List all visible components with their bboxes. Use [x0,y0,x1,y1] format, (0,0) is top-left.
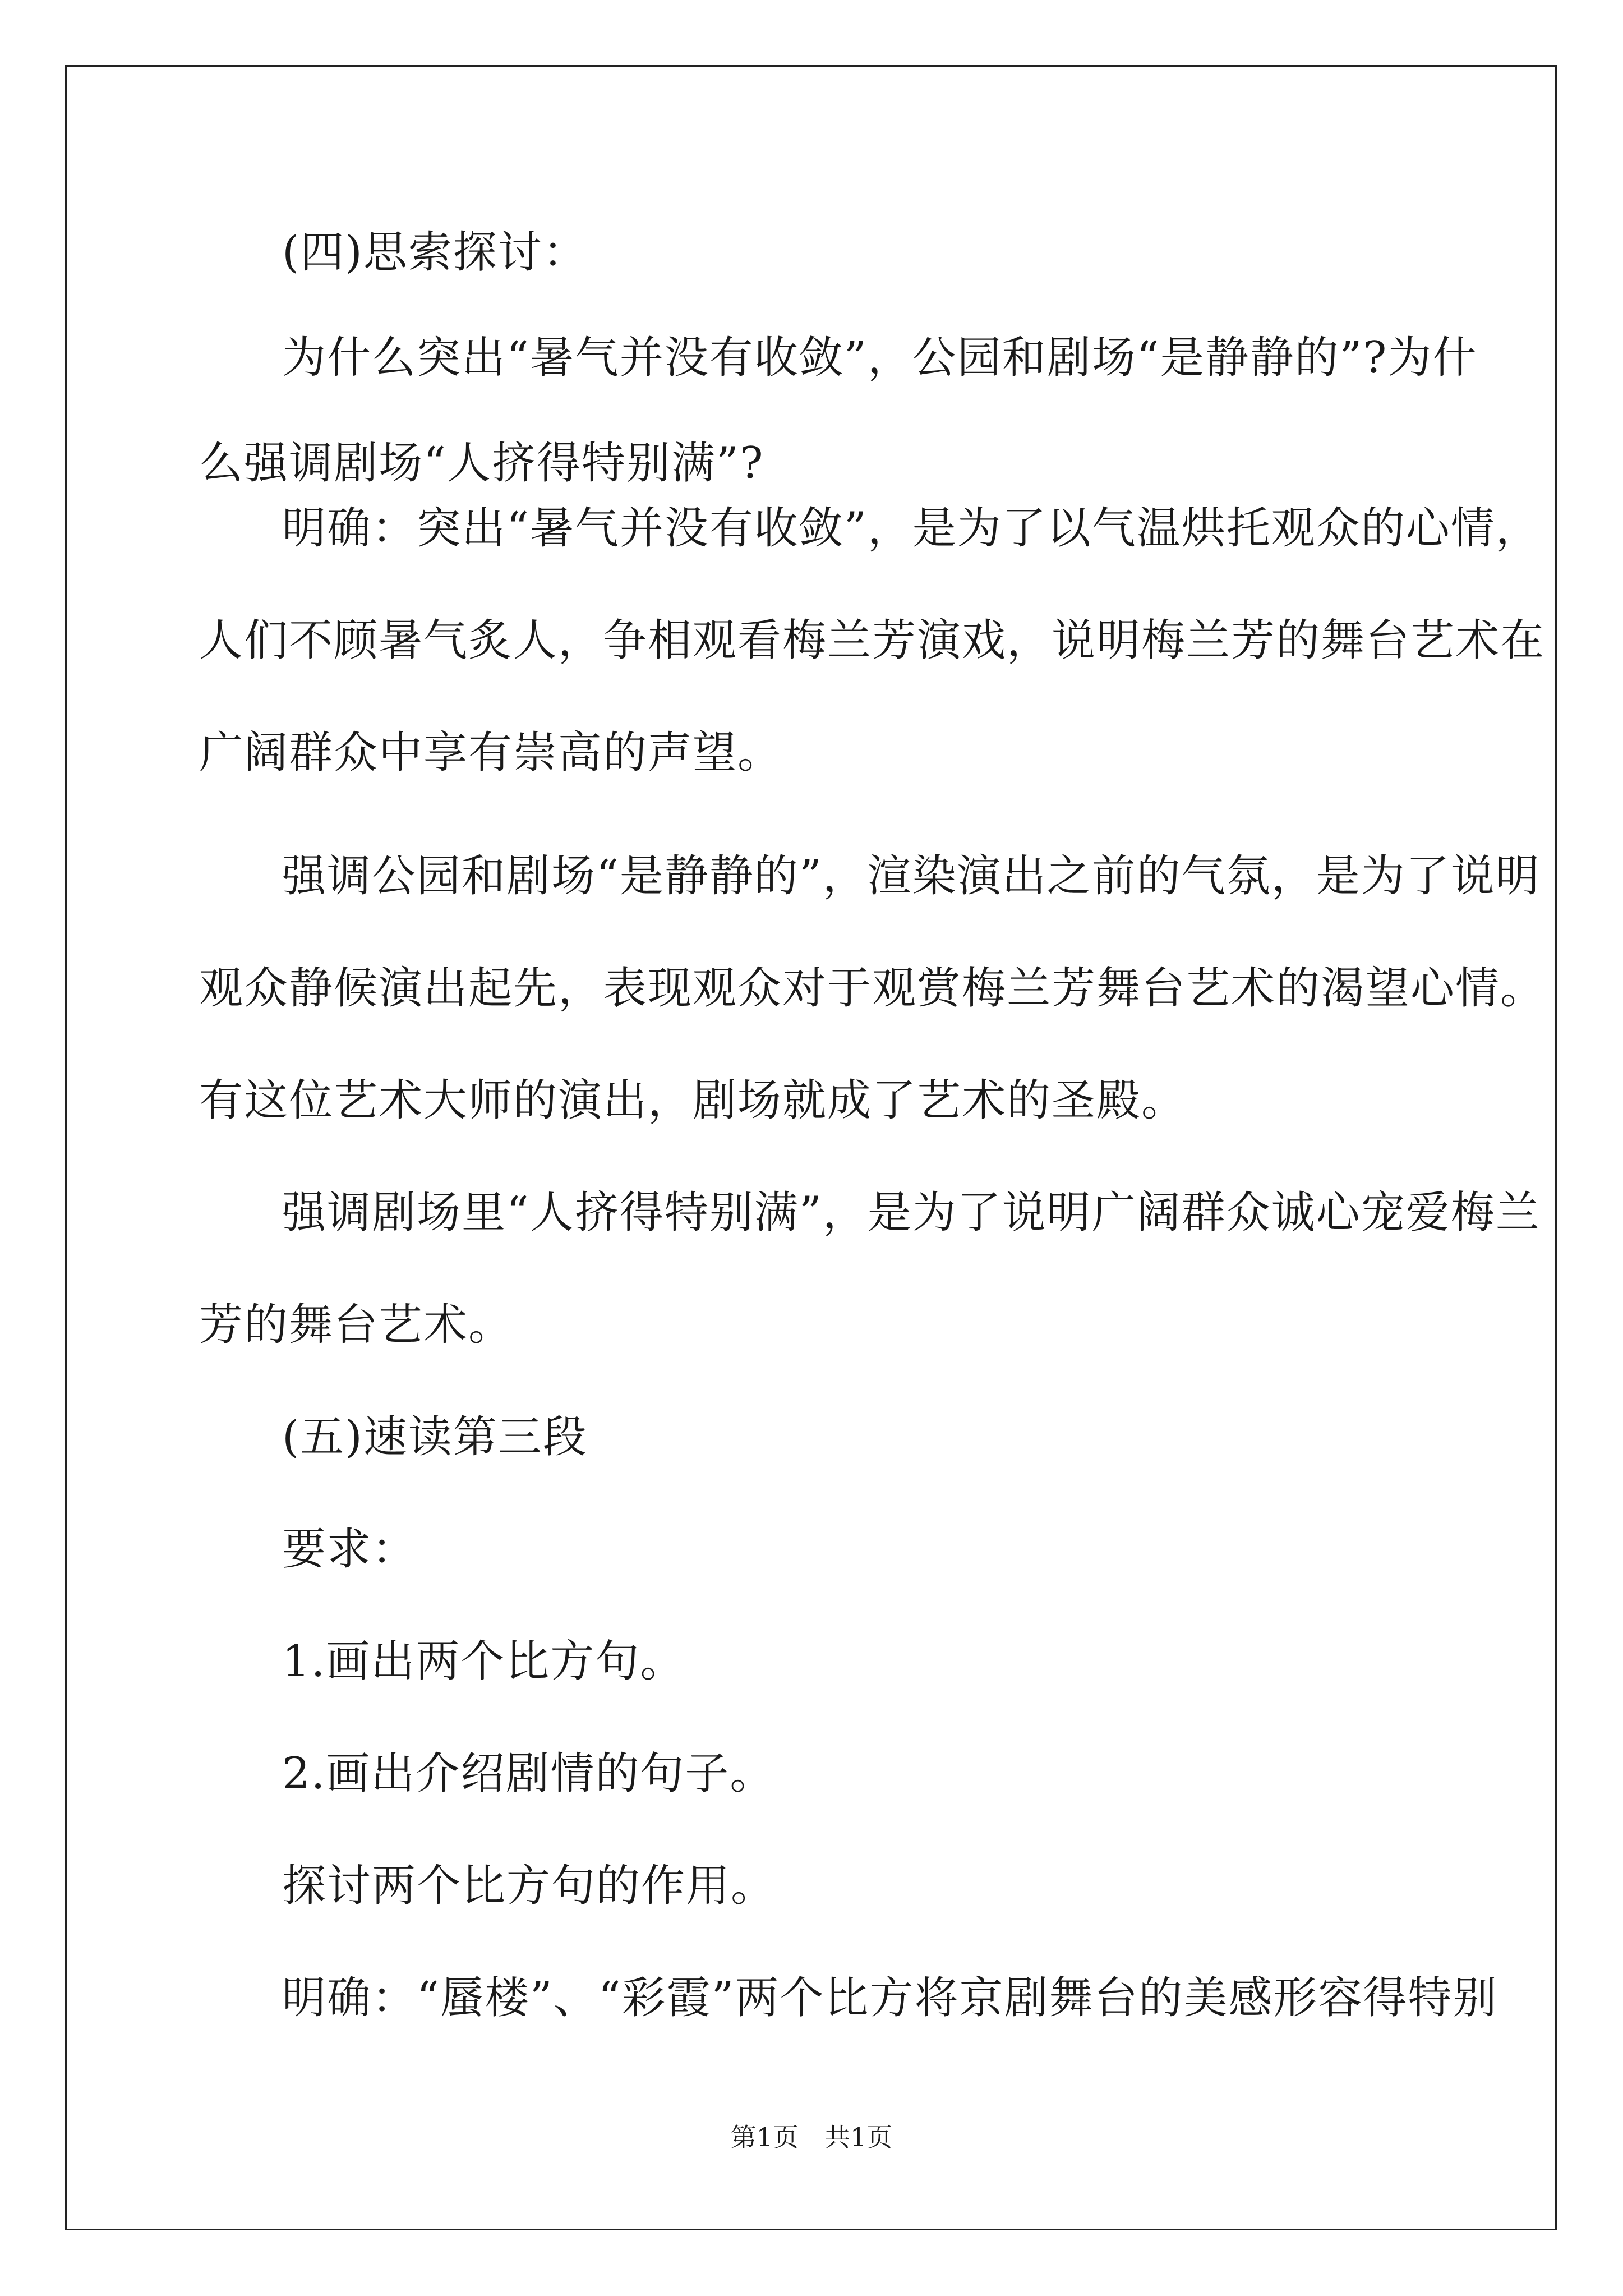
paragraph-line: 要求： [282,1524,417,1575]
paragraph-line: 观众静候演出起先，表现观众对于观赏梅兰芳舞台艺术的渴望心情。 [199,963,1546,1014]
paragraph-line: 么强调剧场“人挤得特别满”? [199,438,764,489]
paragraph-line: 人们不顾暑气炙人，争相观看梅兰芳演戏，说明梅兰芳的舞台艺术在 [199,615,1546,666]
paragraph-line: 强调剧场里“人挤得特别满”，是为了说明广阔群众诚心宠爱梅兰 [282,1188,1541,1238]
page-footer: 第1页 共1页 [730,2122,893,2152]
section-heading-4: (四)思索探讨： [282,227,588,278]
paragraph-line: 为什么突出“暑气并没有收敛”，公园和剧场“是静静的”?为什 [282,333,1478,383]
list-item: 2.画出介绍剧情的句子。 [282,1749,775,1799]
section-heading-5: (五)速读第三段 [282,1412,588,1462]
paragraph-line: 明确：“蜃楼”、“彩霞”两个比方将京剧舞台的美感形容得特别 [282,1973,1498,2023]
paragraph-line: 探讨两个比方句的作用。 [282,1861,776,1911]
list-item: 1.画出两个比方句。 [282,1636,685,1687]
paragraph-line: 芳的舞台艺术。 [199,1300,514,1350]
paragraph-line: 广阔群众中享有崇高的声望。 [199,728,783,778]
paragraph-line: 强调公园和剧场“是静静的”，渲染演出之前的气氛，是为了说明 [282,851,1541,901]
paragraph-line: 明确：突出“暑气并没有收敛”，是为了以气温烘托观众的心情， [282,503,1541,554]
paragraph-line: 有这位艺术大师的演出，剧场就成了艺术的圣殿。 [199,1075,1187,1126]
